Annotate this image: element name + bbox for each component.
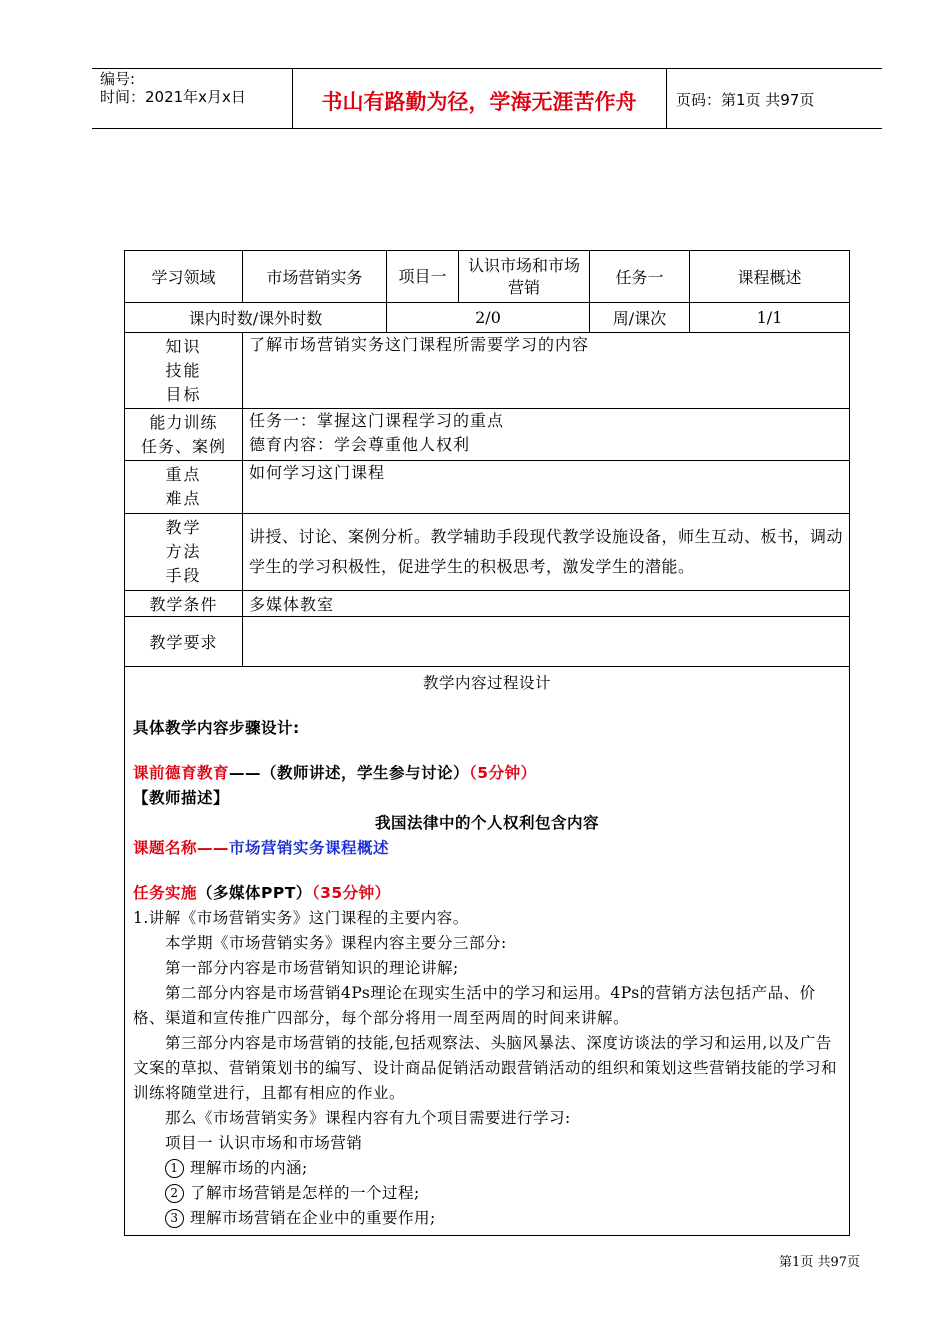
header-top-rule: [92, 68, 882, 69]
week-label: 周/课次: [590, 303, 690, 333]
field-value: 市场营销实务: [243, 251, 387, 303]
training-label: 能力训练 任务、案例: [125, 409, 243, 461]
condition-label: 教学条件: [125, 591, 243, 617]
circled-number: 1: [165, 1159, 184, 1178]
content-cell: [125, 667, 850, 1236]
circled-number: 3: [165, 1209, 184, 1228]
content-line: 项目一 认识市场和市场营销: [165, 1134, 363, 1152]
requirement-text: [243, 617, 850, 667]
key-label: 重点 难点: [125, 461, 243, 514]
content-line: 那么《市场营销实务》课程内容有九个项目需要进行学习:: [165, 1109, 571, 1127]
task-label: 任务一: [590, 251, 690, 303]
header-page-number: 页码：第1页 共97页: [676, 91, 815, 109]
list-item: 3 理解市场营销在企业中的重要作用;: [133, 1206, 841, 1231]
content-line: 第二部分内容是市场营销4Ps理论在现实生活中的学习和运用。4Ps的营销方法包括产品、价格、渠道和宣传推广四部分，每个部分将用一周至两周的时间来讲解。: [133, 984, 816, 1027]
key-text: 如何学习这门课程: [243, 461, 850, 514]
code-label: 编号:: [100, 70, 136, 88]
topic-line: 课题名称——市场营销实务课程概述: [133, 839, 390, 857]
header-meta: [100, 70, 246, 106]
condition-text: 多媒体教室: [243, 591, 850, 617]
course-table: [124, 250, 850, 1236]
field-label: 学习领域: [125, 251, 243, 303]
content-line: 第一部分内容是市场营销知识的理论讲解;: [165, 959, 459, 977]
steps-heading: 具体教学内容步骤设计:: [133, 719, 300, 737]
week-value: 1/1: [690, 303, 850, 333]
content-title: 教学内容过程设计: [422, 674, 551, 692]
content-line: 第三部分内容是市场营销的技能,包括观察法、头脑风暴法、深度访谈法的学习和运用,以及广告文案的草拟、营销策划书的编写、设计商品促销活动跟营销活动的组织和策划这些营销技能的学习和训练将随堂进行，且都有相应的作业。: [133, 1034, 838, 1102]
circled-number: 2: [165, 1184, 184, 1203]
goal-text: 了解市场营销实务这门课程所需要学习的内容: [243, 333, 850, 409]
time-label: 时间：2021年x月x日: [100, 88, 246, 106]
method-text: 讲授、讨论、案例分析。教学辅助手段现代教学设施设备，师生互动、板书，调动学生的学习积极性，促进学生的积极思考，激发学生的潜能。: [243, 514, 850, 591]
task-value: 课程概述: [690, 251, 850, 303]
header-motto: 书山有路勤为径，学海无涯苦作舟: [321, 90, 637, 114]
task-line: 任务实施（多媒体PPT）（35分钟）: [133, 884, 391, 902]
header-bottom-rule: [92, 128, 882, 129]
hours-label: 课内时数/课外时数: [125, 303, 387, 333]
page-footer: 第1页 共97页: [779, 1255, 860, 1270]
project-value: 认识市场和市场营销: [459, 251, 590, 303]
list-item: 2 了解市场营销是怎样的一个过程;: [133, 1181, 841, 1206]
content-line: 本学期《市场营销实务》课程内容主要分三部分:: [165, 934, 507, 952]
teacher-desc: 【教师描述】: [133, 789, 230, 807]
header-divider: [292, 68, 293, 128]
list-item: 1 理解市场的内涵;: [133, 1156, 841, 1181]
goal-label: 知识 技能 目标: [125, 333, 243, 409]
training-text: 任务一：掌握这门课程学习的重点 德育内容：学会尊重他人权利: [243, 409, 850, 461]
method-label: 教学 方法 手段: [125, 514, 243, 591]
moral-education-line: 课前德育教育——（教师讲述，学生参与讨论）（5分钟）: [133, 764, 537, 782]
header-divider: [666, 68, 667, 128]
hours-value: 2/0: [387, 303, 590, 333]
content-line: 1.讲解《市场营销实务》这门课程的主要内容。: [133, 909, 469, 927]
law-title: 我国法律中的个人权利包含内容: [374, 814, 599, 832]
project-label: 项目一: [387, 251, 459, 303]
requirement-label: 教学要求: [125, 617, 243, 667]
